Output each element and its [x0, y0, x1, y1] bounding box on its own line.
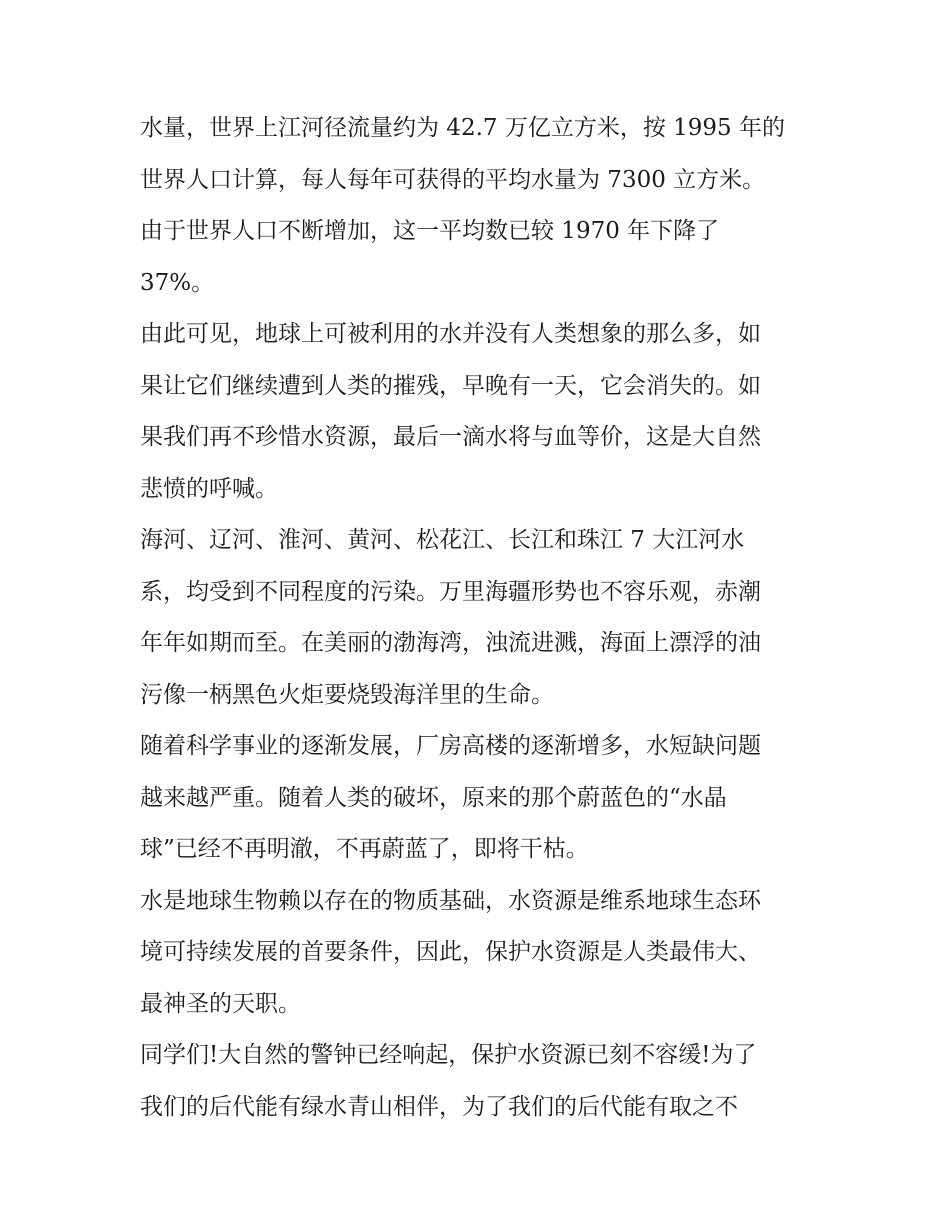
text-line: 世界人口计算，每人每年可获得的平均水量为 7300 立方米。	[140, 166, 766, 193]
text-line: 水是地球生物赖以存在的物质基础，水资源是维系地球生态环	[140, 887, 761, 914]
text-line: 年年如期而至。在美丽的渤海湾，浊流进溅，海面上漂浮的油	[140, 630, 761, 656]
text-line: 我们的后代能有绿水青山相伴，为了我们的后代能有取之不	[140, 1093, 738, 1120]
paragraph-water-volume	[140, 103, 820, 309]
text-line: 随着科学事业的逐渐发展，厂房高楼的逐渐增多，水短缺问题	[140, 733, 761, 759]
paragraph-limited-water	[140, 309, 820, 515]
text-line: 越来越严重。随着人类的破坏，原来的那个蔚蓝色的“水晶	[140, 784, 727, 811]
text-line: 果我们再不珍惜水资源，最后一滴水将与血等价，这是大自然	[140, 424, 761, 450]
text-line: 同学们!大自然的警钟已经响起，保护水资源已刻不容缓!为了	[140, 1042, 757, 1068]
paragraph-water-shortage	[140, 721, 820, 876]
text-line: 球”已经不再明澈，不再蔚蓝了，即将干枯。	[140, 836, 589, 862]
text-line: 海河、辽河、淮河、黄河、松花江、长江和珠江 7 大江河水	[140, 527, 745, 553]
text-line: 由此可见，地球上可被利用的水并没有人类想象的那么多，如	[140, 321, 761, 347]
text-line: 悲愤的呼喊。	[140, 475, 278, 502]
paragraph-call-to-action	[140, 1030, 820, 1133]
text-line: 水量，世界上江河径流量约为 42.7 万亿立方米，按 1995 年的	[140, 115, 785, 141]
paragraph-water-foundation	[140, 876, 820, 1031]
text-line: 境可持续发展的首要条件，因此，保护水资源是人类最伟大、	[140, 939, 761, 965]
text-line: 污像一柄黑色火炬要烧毁海洋里的生命。	[140, 681, 554, 708]
text-line: 系，均受到不同程度的污染。万里海疆形势也不容乐观，赤潮	[140, 578, 761, 605]
text-line: 果让它们继续遭到人类的摧残，早晚有一天，它会消失的。如	[140, 372, 761, 399]
text-line: 由于世界人口不断增加，这一平均数已较 1970 年下降了	[140, 218, 720, 244]
document-body	[140, 103, 820, 1133]
paragraph-river-pollution	[140, 515, 820, 721]
text-line: 37%。	[140, 269, 215, 296]
text-line: 最神圣的天职。	[140, 990, 301, 1017]
